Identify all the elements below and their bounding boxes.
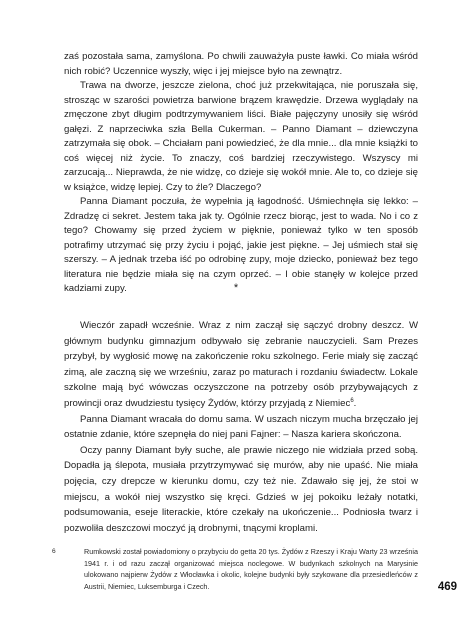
page-number: 469 bbox=[437, 581, 457, 593]
paragraph: Panna Diamant poczuła, że wypełnia ją łagodność. Uśmiechnęła się lekko: – Zdradzę ci sekret. Jestem taka jak ty. Ogólnie rzecz biorąc, jest to wada. No i co z tego? Chowamy się przed życiem w pięknie, ponieważ tylko w ten sposób potrafimy utrzymać się przy życiu i pojąć, jakie jest piękne. – Jej uśmiech stał się szerszy. – A jednak trzeba iść po odrobinę zupy, moje dziecko, ponieważ bez tego literatura nie będzie miała się na czym oprzeć. – I obie stanęły w kolejce przed kadziami zupy. bbox=[64, 196, 418, 294]
section-separator: * bbox=[233, 282, 239, 294]
footnote-reference[interactable]: 6 bbox=[350, 397, 354, 404]
paragraph bbox=[64, 318, 418, 412]
paragraph: Trawa na dworze, jeszcze zielona, choć już przekwitająca, nie poruszała się, strosząc w szarości powietrza barwione brązem krawędzie. Drzewa wyglądały na zmęczone zbyt długim podtrzymywaniem liści. Białe pajęczyny unosiły się wśród gałęzi. Z naprzeciwka szła Bella Cukerman. – Panno Diamant – dziewczyna zatrzymała się obok. – Chciałam pani powiedzieć, że dla mnie... dla mnie książki to coś więcej niż życie. To znaczy, coś bardziej rzeczywistego. Wszyscy mi zarzucają... Nieprawda, że nie widzę, co dzieje się wokół mnie. Ale to, co dzieje się w książce, widzę lepiej. Czy to źle? Dlaczego? bbox=[64, 80, 418, 193]
paragraph: zaś pozostała sama, zamyślona. Po chwili zauważyła puste ławki. Co miała wśród nich robić? Uczennice wyszły, więc i jej miejsce było na zewnątrz. bbox=[64, 51, 418, 77]
body-text-bottom bbox=[64, 318, 418, 536]
body-text-top bbox=[64, 50, 418, 297]
footnote bbox=[52, 546, 418, 592]
footnote-text: Rumkowski został powiadomiony o przybyciu do getta 20 tys. Żydów z Rzeszy i Kraju Warty 23 września 1941 r. i od razu zaczął organizować miejsca noclegowe. W budynkach szkolnych na Marysinie ulokowano najpierw Żydów z Włocławka i okolic, kolejne budynki były szykowane dla przesiedleńców z Austrii, Niemiec, Luksemburga i Czech. bbox=[84, 547, 418, 591]
paragraph-end-punct: . bbox=[353, 397, 357, 409]
paragraph-text: Wieczór zapadł wcześnie. Wraz z nim zaczął się sączyć drobny deszcz. W głównym budynku gimnazjum odbywało się zebranie nauczycieli. Sam Prezes przybył, by wygłosić mowę na zakończenie roku szkolnego. Ferie miały się zacząć zimą, ale zaczną się we wrześniu, zaraz po maturach i rozdaniu świadectw. Lokale szkolne mają być wówczas oczyszczone na potrzeby osób przybywających z prowincji oraz dwudziestu tysięcy Żydów, którzy przyjadą z Niemiec bbox=[64, 320, 418, 409]
footnote-number: 6 bbox=[52, 548, 56, 555]
paragraph: Oczy panny Diamant były suche, ale prawie niczego nie widziała przed sobą. Dopadła ją ślepota, musiała przytrzymywać się murów, aby nie upaść. Nie miała pojęcia, czy drepcze w kierunku domu, czy też nie. Zdawało się jej, że stoi w miejscu, a wokół niej wszystko się kręci. Gdzieś w jej pokoiku leżały notatki, podsumowania, eseje literackie, które czekały na ukończenie... Podniosła twarz i pozwoliła deszczowi moczyć ją drobnymi, tnącymi kroplami. bbox=[64, 444, 418, 534]
paragraph: Panna Diamant wracała do domu sama. W uszach niczym mucha brzęczało jej ostatnie zdanie, które szepnęła do niej pani Fajner: – Nasza kariera skończona. bbox=[64, 413, 418, 441]
